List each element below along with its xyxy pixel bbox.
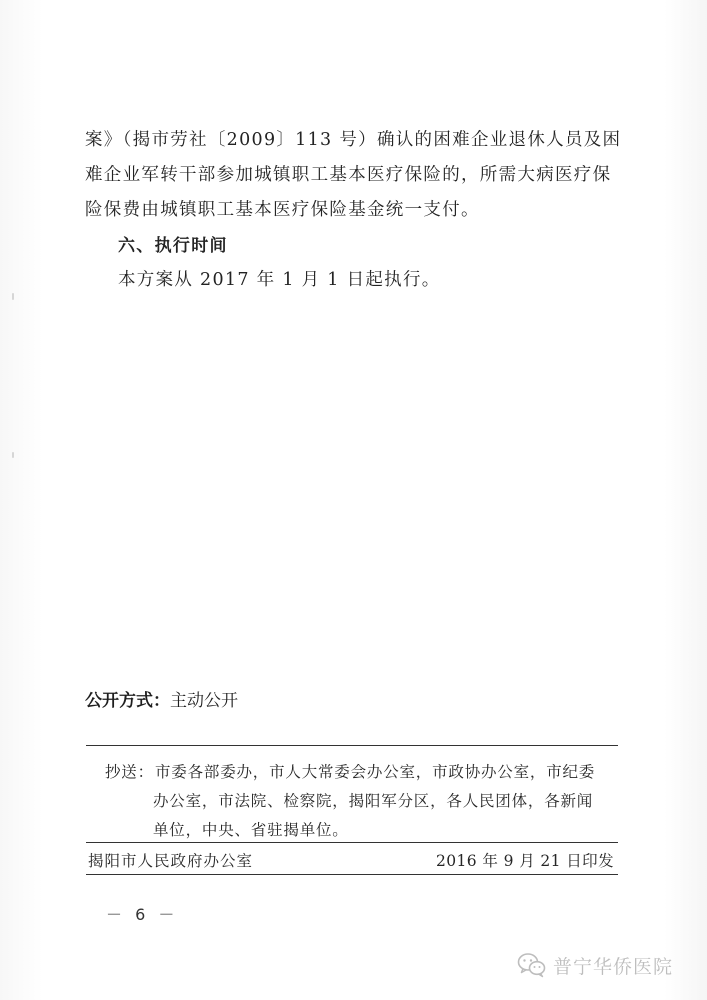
cc-label: 抄送： <box>105 763 154 781</box>
issue-date: 2016 年 9 月 21 日印发 <box>436 852 614 870</box>
disclosure-value: 主动公开 <box>170 691 238 711</box>
scan-mark <box>12 452 14 458</box>
wechat-icon <box>517 952 547 978</box>
paragraph-line: 难企业军转干部参加城镇职工基本医疗保险的，所需大病医疗保 <box>85 165 612 185</box>
footer-rule <box>86 874 618 875</box>
cc-line: 市委各部委办，市人大常委会办公室，市政协办公室，市纪委 <box>155 763 596 781</box>
page-number: － 6 － <box>106 905 179 924</box>
watermark-text: 普宁华侨医院 <box>553 955 674 978</box>
cc-line: 办公室，市法院、检察院，揭阳军分区，各人民团体，各新闻 <box>153 792 594 810</box>
cc-line: 单位，中央、省驻揭单位。 <box>153 821 349 839</box>
disclosure-label: 公开方式： <box>85 691 170 711</box>
cc-bottom-rule <box>86 842 618 843</box>
section-heading: 六、执行时间 <box>118 236 228 256</box>
cc-top-rule <box>86 745 618 746</box>
issuer-name: 揭阳市人民政府办公室 <box>88 852 254 870</box>
paragraph-line: 案》（揭市劳社〔2009〕113 号）确认的困难企业退休人员及困 <box>85 130 622 150</box>
paragraph-line: 险保费由城镇职工基本医疗保险基金统一支付。 <box>85 200 480 220</box>
wechat-watermark <box>517 950 673 980</box>
disclosure-method <box>85 686 238 711</box>
execution-text: 本方案从 2017 年 1 月 1 日起执行。 <box>118 270 441 290</box>
scan-mark <box>12 293 14 300</box>
